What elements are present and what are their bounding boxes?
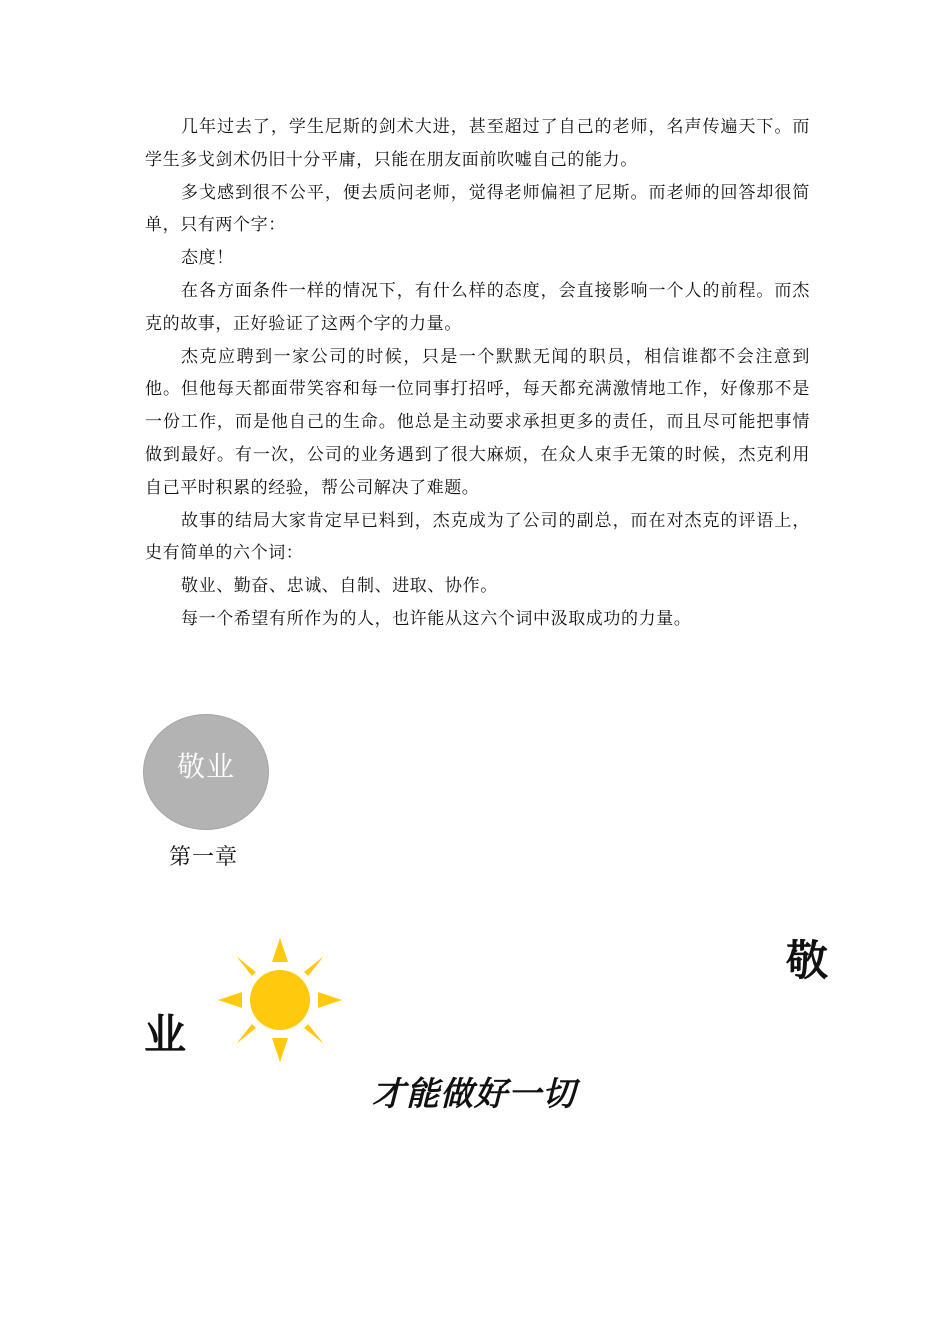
chapter-badge-text: 敬业 [176, 750, 235, 783]
title-char-1: 敬 [786, 936, 829, 985]
paragraph: 多戈感到很不公平，便去质问老师，觉得老师偏袒了尼斯。而老师的回答却很简单，只有两个字： [145, 182, 810, 236]
body-text [145, 111, 810, 636]
chapter-label: 第一章 [169, 845, 239, 870]
sun-icon [218, 938, 342, 1062]
title-char-2: 业 [144, 1010, 187, 1059]
paragraph: 敬业、勤奋、忠诚、自制、进取、协作。 [181, 576, 498, 597]
chapter-badge [143, 714, 269, 830]
slogan: 才能做好一切 [372, 1074, 576, 1113]
paragraph: 几年过去了，学生尼斯的剑术大进，甚至超过了自己的老师，名声传遍天下。而学生多戈剑术仍旧十分平庸，只能在朋友面前吹嘘自己的能力。 [145, 117, 810, 170]
paragraph: 态度！ [181, 248, 234, 269]
paragraph: 在各方面条件一样的情况下，有什么样的态度，会直接影响一个人的前程。而杰克的故事，正好验证了这两个字的力量。 [145, 280, 810, 334]
paragraph: 杰克应聘到一家公司的时候，只是一个默默无闻的职员，相信谁都不会注意到他。但他每天都面带笑容和每一位同事打招呼，每天都充满激情地工作，好像那不是一份工作，而是他自己的生命。他总是主动要求承担更多的责任，而且尽可能把事情做到最好。有一次，公司的业务遇到了很大麻烦，在众人束手无策的时候，杰克利用自己平时积累的经验，帮公司解决了难题。 [145, 346, 810, 498]
paragraph: 每一个希望有所作为的人，也许能从这六个词中汲取成功的力量。 [181, 608, 692, 629]
paragraph: 故事的结局大家肯定早已料到，杰克成为了公司的副总，而在对杰克的评语上，史有简单的六个词： [145, 510, 810, 564]
